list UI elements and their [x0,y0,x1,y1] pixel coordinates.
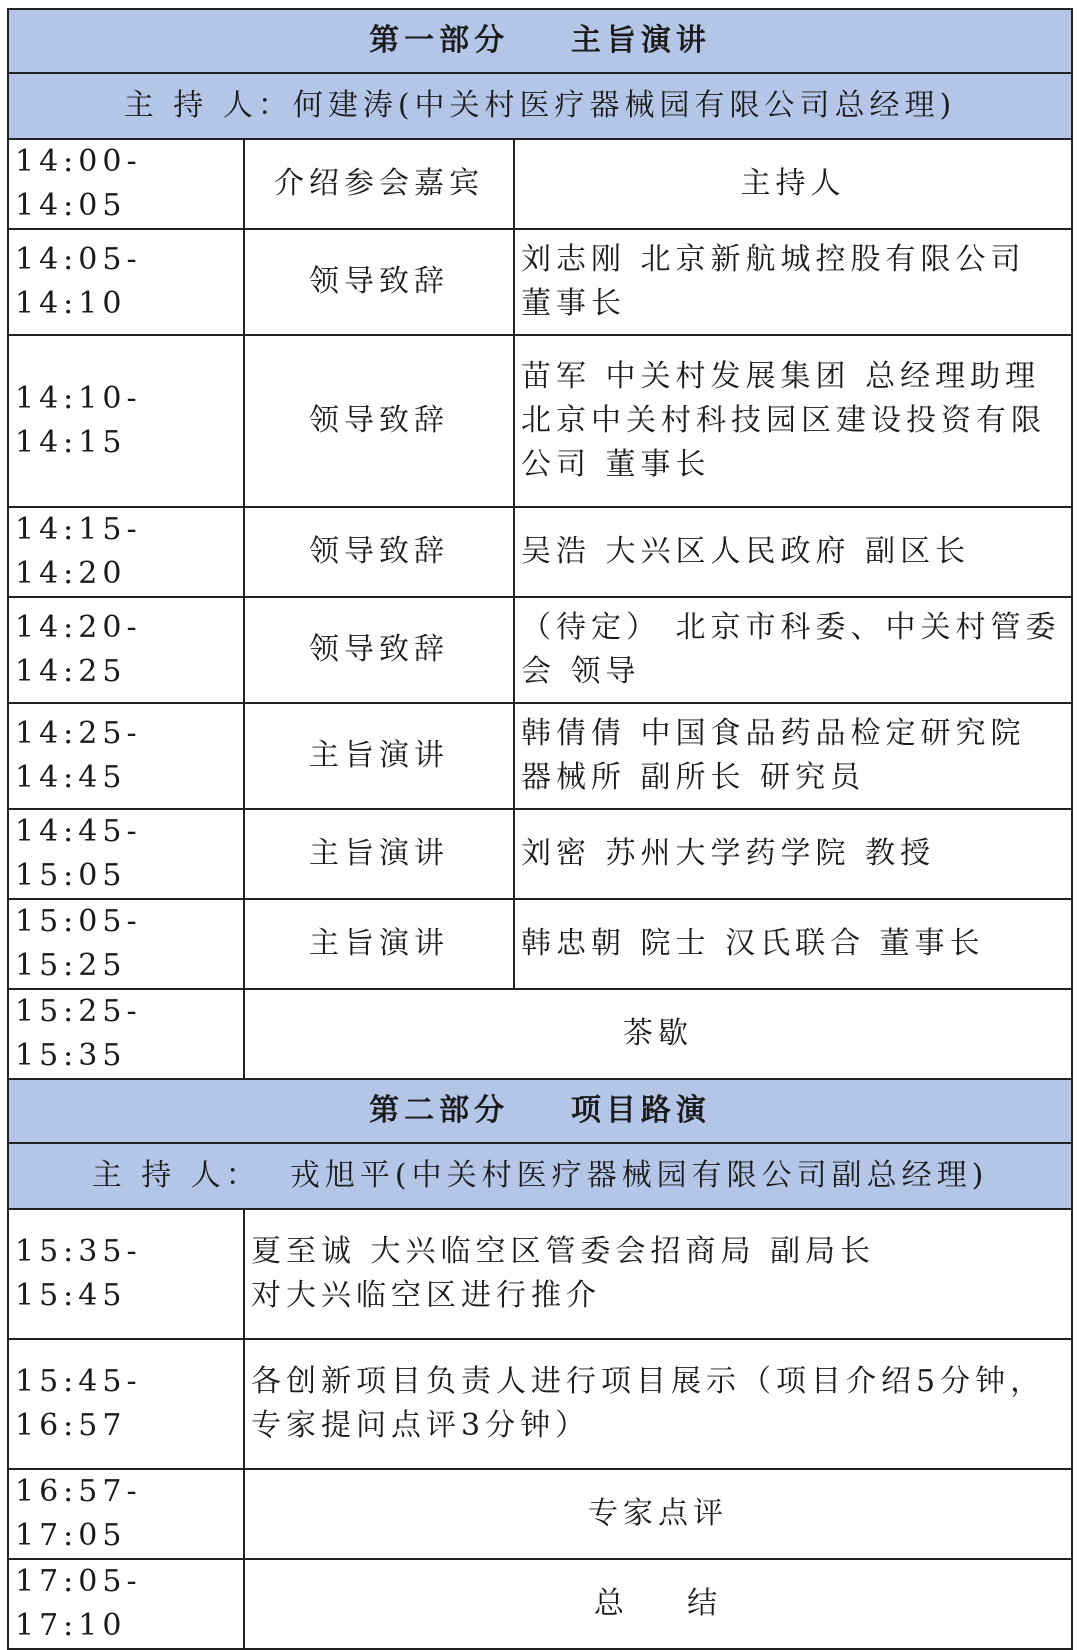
summary-label: 总 结 [244,1559,1072,1649]
session-type-cell: 主旨演讲 [244,703,514,809]
speaker-line: 公司 董事长 [521,447,711,482]
part1-header-row [8,9,1072,73]
agenda-row [8,139,1072,229]
part1-host-row [8,73,1072,139]
time-cell: 17:05-17:10 [8,1559,244,1649]
content-line: 夏至诚 大兴临空区管委会招商局 副局长 [251,1234,876,1269]
part2-header-row [8,1079,1072,1143]
speaker-line: 韩倩倩 中国食品药品检定研究院 [521,716,1026,751]
roadshow-row [8,1339,1072,1469]
session-type-cell: 主旨演讲 [244,809,514,899]
speaker-cell [514,507,1072,597]
content-line: 各创新项目负责人进行项目展示（项目介绍5分钟， [251,1364,1046,1399]
session-type-cell: 领导致辞 [244,507,514,597]
time-cell: 15:25-15:35 [8,989,244,1079]
speaker-line: 北京中关村科技园区建设投资有限 [521,403,1046,438]
session-type-cell: 领导致辞 [244,335,514,507]
summary-row [8,1559,1072,1649]
agenda-row [8,335,1072,507]
session-type-cell: 领导致辞 [244,597,514,703]
part1-host: 主 持 人：何建涛(中关村医疗器械园有限公司总经理) [8,73,1072,139]
speaker-cell [514,809,1072,899]
content-line: 对大兴临空区进行推介 [251,1278,601,1313]
speaker-line: 器械所 副所长 研究员 [521,760,866,795]
part2-host-row [8,1143,1072,1209]
speaker-cell [514,335,1072,507]
time-cell: 14:10-14:15 [8,335,244,507]
part2-host: 主 持 人： 戎旭平(中关村医疗器械园有限公司副总经理) [8,1143,1072,1209]
speaker-line: 苗军 中关村发展集团 总经理助理 [521,359,1041,394]
time-cell: 15:45-16:57 [8,1339,244,1469]
speaker-cell [514,229,1072,335]
speaker-cell [514,703,1072,809]
speaker-line: 刘志刚 北京新航城控股有限公司 [521,242,1026,277]
speaker-line: 吴浩 大兴区人民政府 副区长 [521,534,971,569]
agenda-row [8,899,1072,989]
part1-title: 第一部分 主旨演讲 [8,9,1072,73]
time-cell: 14:20-14:25 [8,597,244,703]
content-cell [244,1339,1072,1469]
agenda-row [8,597,1072,703]
review-label: 专家点评 [244,1469,1072,1559]
time-cell: 14:00-14:05 [8,139,244,229]
session-type-cell: 介绍参会嘉宾 [244,139,514,229]
time-cell: 16:57-17:05 [8,1469,244,1559]
time-cell: 14:15-14:20 [8,507,244,597]
content-cell [244,1209,1072,1339]
time-cell: 14:05-14:10 [8,229,244,335]
speaker-line: 董事长 [521,286,626,321]
speaker-line: （待定） 北京市科委、中关村管委 [521,610,1061,645]
speaker-line: 韩忠朝 院士 汉氏联合 董事长 [521,926,985,961]
part2-title: 第二部分 项目路演 [8,1079,1072,1143]
time-cell: 15:35-15:45 [8,1209,244,1339]
session-type-cell: 主旨演讲 [244,899,514,989]
roadshow-row [8,1209,1072,1339]
speaker-line: 刘密 苏州大学药学院 教授 [521,836,936,871]
time-cell: 15:05-15:25 [8,899,244,989]
speaker-cell [514,899,1072,989]
agenda-row [8,703,1072,809]
time-cell: 14:45-15:05 [8,809,244,899]
time-cell: 14:25-14:45 [8,703,244,809]
agenda-table [7,8,1073,1650]
speaker-cell [514,597,1072,703]
agenda-row [8,229,1072,335]
agenda-row [8,809,1072,899]
break-label: 茶歇 [244,989,1072,1079]
content-line: 专家提问点评3分钟） [251,1408,591,1443]
speaker-line: 主持人 [740,166,846,201]
speaker-line: 会 领导 [521,654,641,689]
agenda-row [8,507,1072,597]
break-row [8,989,1072,1079]
session-type-cell: 领导致辞 [244,229,514,335]
speaker-cell [514,139,1072,229]
